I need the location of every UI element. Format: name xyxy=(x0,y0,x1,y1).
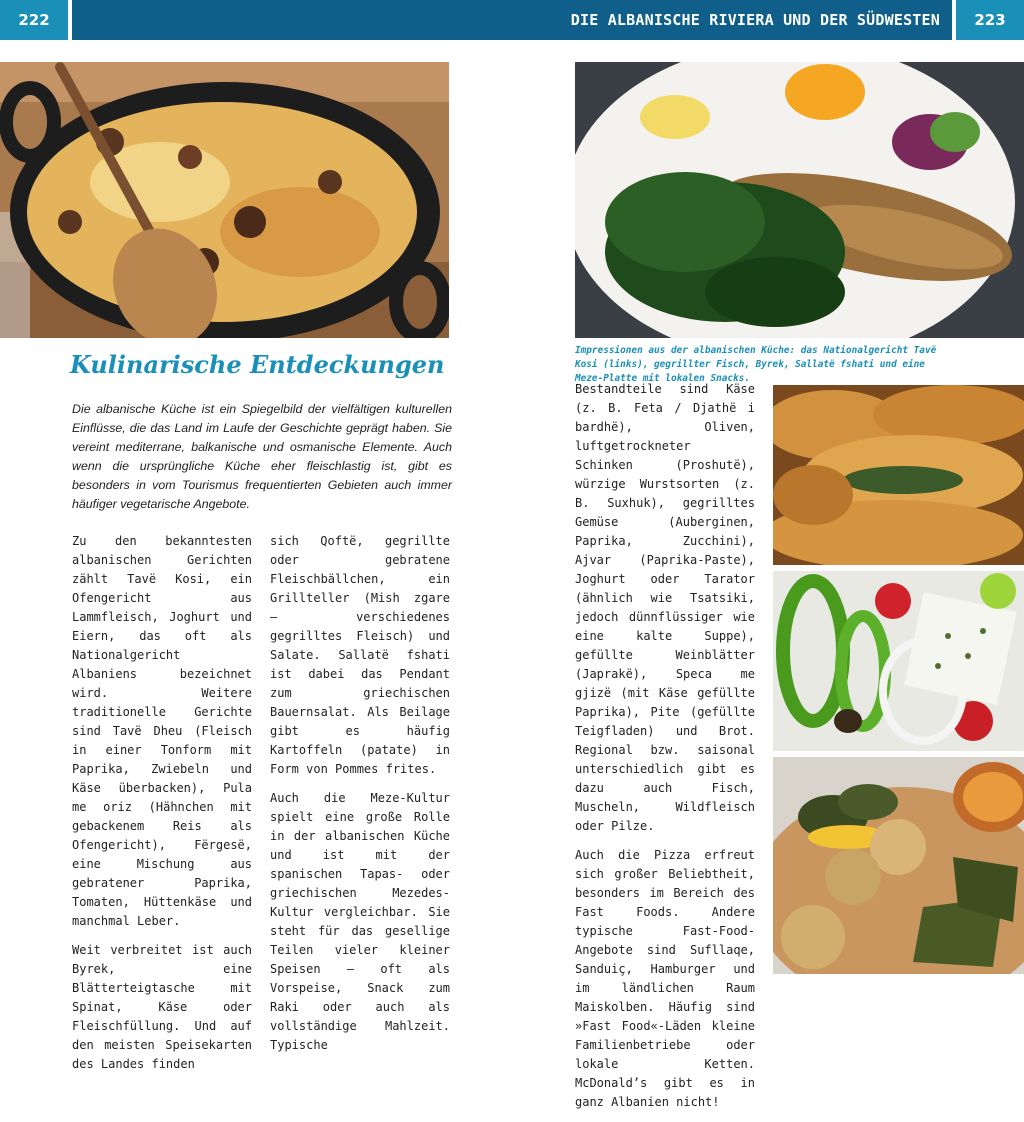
meze-platter-photo xyxy=(773,757,1024,974)
paragraph: Zu den bekanntesten albanischen Gerichten zählt Tavë Kosi, ein Ofengericht aus Lammfleisch, Joghurt und Eiern, das oft als Nationalgericht Albaniens bezeichnet wird. Weitere traditionelle Gerichte sind Tavë Dheu (Fleisch in einer Tonform mit Paprika, Zwiebeln und Käse überbacken), Pula me oriz (Hähnchen mit gebackenem Reis als Ofengericht), Fërgesë, eine Mischung aus gebratener Paprika, Tomaten, Hüttenkäse und manchmal Leber. xyxy=(72,534,252,928)
intro-paragraph: Die albanische Küche ist ein Spiegelbild der vielfältigen kulturellen Einflüsse, die das Land im Laufe der Geschichte geprägt haben. Sie vereint mediterrane, balkanische und osmanische Elemente. Auch wenn die ursprüngliche Küche eher fleischlastig ist, gibt es besonders in vom Tourismus frequentierten Gebieten auch immer häufiger vegetarische Angebote. xyxy=(72,402,452,511)
running-title: DIE ALBANISCHE RIVIERA UND DER SÜDWESTEN xyxy=(570,11,940,29)
paragraph: Auch die Meze-Kultur spielt eine große Rolle in der albanischen Küche und ist mit der spanischen Tapas- oder griechischen Mezedes-Kultur vergleichbar. Sie steht für das gesellige Teilen vieler kleiner Speisen – oft als Vorspeise, Snack zum Raki oder auch als vollständige Mahlzeit. Typische xyxy=(270,791,450,1052)
tave-kosi-photo xyxy=(0,62,449,338)
paragraph: sich Qoftë, gegrillte oder gebratene Fleischbällchen, ein Grillteller (Mish zgare – verschiedenes gegrilltes Fleisch) und Salate. Sallatë fshati ist dabei das Pendant zum griechischen Bauernsalat. Als Beilage gibt es häufig Kartoffeln (patate) in Form von Pommes frites. xyxy=(270,534,450,776)
grilled-fish-photo xyxy=(575,62,1024,338)
paragraph: Weit verbreitet ist auch Byrek, eine Blätterteigtasche mit Spinat, Käse oder Fleischfüllung. Und auf den meisten Speisekarten des Landes finden xyxy=(72,943,252,1071)
paragraph: Bestandteile sind Käse (z. B. Feta / Djathë i bardhë), Oliven, luftgetrockneter Schinken (Proshutë), würzige Wurstsorten (z. B. Suxhuk), gegrilltes Gemüse (Auberginen, Paprika, Zucchini), Ajvar (Paprika-Paste), Joghurt oder Tarator (ähnlich wie Tsatsiki, jedoch dünnflüssiger wie eine kalte Suppe), gefüllte Weinblätter (Japrakë), Speca me gjizë (mit Käse gefüllte Paprika), Pite (gefüllte Teigfladen) und Brot. Regional bzw. saisonal unterschiedlich gibt es dazu auch Fisch, Muscheln, Wildfleisch oder Pilze. xyxy=(575,382,755,833)
text-column-2 xyxy=(270,532,450,1065)
byrek-photo xyxy=(773,385,1024,565)
sallate-fshati-photo xyxy=(773,571,1024,751)
article-heading: Kulinarische Entdeckungen xyxy=(70,350,445,379)
right-page-number: 223 xyxy=(956,0,1024,40)
left-page-number: 222 xyxy=(0,0,68,40)
text-column-1 xyxy=(72,532,252,1084)
text-column-3 xyxy=(575,380,755,1122)
photo-caption: Impressionen aus der albanischen Küche: das Nationalgericht Tavë Kosi (links), gegrillter Fisch, Byrek, Sallatë fshati und eine Meze-Platte mit lokalen Snacks. xyxy=(575,345,937,384)
paragraph: Auch die Pizza erfreut sich großer Beliebtheit, besonders im Bereich des Fast Foods. Andere typische Fast-Food-Angebote sind Sufllaqe, Sanduiç, Hamburger und im ländlichen Raum Maiskolben. Häufig sind »Fast Food«-Läden kleine Familienbetriebe oder lokale Ketten. McDonald’s gibt es in ganz Albanien nicht! xyxy=(575,848,755,1109)
